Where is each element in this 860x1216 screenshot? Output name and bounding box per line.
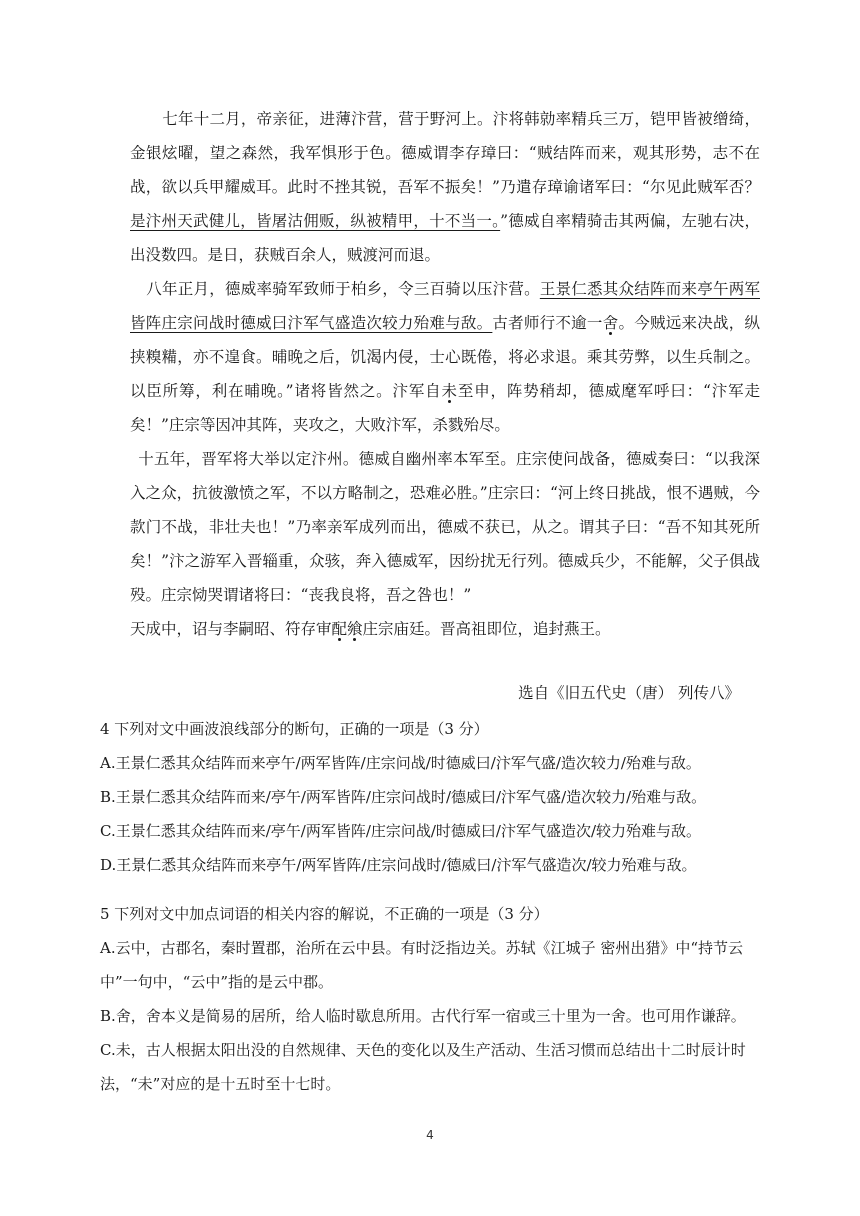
dotted-word-she: 舍 [602, 314, 619, 332]
p2-wavy-underlined-text: 王景仁悉其众结阵而来亭午两军皆阵庄宗问战时德威曰汴军气盛造次较力殆难与敌。 [130, 280, 760, 332]
question-5 [100, 897, 770, 1101]
passage-source: 选自《旧五代史（唐） 列传八》 [518, 684, 740, 702]
question-4-option-d: D.王景仁悉其众结阵而来亭午/两军皆阵/庄宗问战时/德威曰/汴军气盛造次/较力殆难与敌。 [100, 856, 697, 874]
p2-text-mid: 古者师行不逾一 [492, 314, 603, 332]
question-4-stem: 4 下列对文中画波浪线部分的断句，正确的一项是（3 分） [100, 720, 489, 738]
p1-text: 七年十二月，帝亲征，进薄汴营，营于野河上。汴将韩勍率精兵三万，铠甲皆被缯绮，金银炫曜，望之森然，我军惧形于色。德威谓李存璋曰：“贼结阵而来，观其形势，志不在战，欲以兵甲耀威耳。此时不挫其锐，吾军不振矣！”乃遣存璋谕诸军曰：“尔见此贼军否？ [130, 110, 760, 196]
dotted-word-xiang: 飨 [347, 620, 363, 638]
question-4-option-b: B.王景仁悉其众结阵而来/亭午/两军皆阵/庄宗问战时/德威曰/汴军气盛/造次较力/殆难与敌。 [100, 788, 707, 806]
passage-paragraph-3 [130, 442, 760, 612]
question-4-option-a: A.王景仁悉其众结阵而来亭午/两军皆阵/庄宗问战/时德威曰/汴军气盛/造次较力/殆难与敌。 [100, 754, 701, 772]
question-5-option-a: A.云中，古郡名，秦时置郡，治所在云中县。有时泛指边关。苏轼《江城子 密州出猎》中“持节云中”一句中，“云中”指的是云中郡。 [100, 939, 744, 991]
passage-paragraph-4 [130, 612, 760, 646]
passage-paragraph-2 [130, 272, 760, 442]
question-5-option-c: C.未，古人根据太阳出没的自然规律、天色的变化以及生产活动、生活习惯而总结出十二时辰计时法，“未”对应的是十五时至十七时。 [100, 1041, 746, 1093]
p3-text: 十五年，晋军将大举以定汴州。德威自幽州率本军至。庄宗使问战备，德威奏曰：“以我深入之众，抗彼激愤之军，不以方略制之，恐难必胜。”庄宗曰：“河上终日挑战，恨不遇贼，今款门不战，非壮夫也！”乃率亲军成列而出，德威不获已，从之。谓其子曰：“吾不知其死所矣！”汴之游军入晋辎重，众骇，奔入德威军，因纷扰无行列。德威兵少，不能解，父子俱战殁。庄宗恸哭谓诸将曰：“丧我良将，吾之咎也！” [130, 450, 760, 604]
question-5-option-b: B.舍，舍本义是简易的居所，给人临时歇息所用。古代行军一宿或三十里为一舍。也可用作谦辞。 [100, 1007, 746, 1025]
p2-text-end: 至申，阵势稍却，德威麾军呼曰：“汴军走矣！”庄宗等因冲其阵，夹攻之，大败汴军，杀戮殆尽。 [130, 382, 760, 434]
question-4-option-c: C.王景仁悉其众结阵而来/亭午/两军皆阵/庄宗问战/时德威曰/汴军气盛造次/较力殆难与敌。 [100, 822, 702, 840]
p2-text-mid2: 。今贼远来决战，纵挟糗糒，亦不遑食。晡晚之后，饥渴内侵，士心既倦，将必求退。乘其劳弊，以生兵制之。以臣所筹，利在晡晚。”诸将皆然之。汴军自 [130, 314, 760, 400]
page-number: 4 [426, 1128, 434, 1142]
p4-text-end: 庄宗庙廷。晋高祖即位，追封燕王。 [362, 620, 611, 638]
p1-text-end: ”德威自率精骑击其两偏，左驰右决，出没数四。是日，获贼百余人，贼渡河而退。 [130, 212, 760, 264]
dotted-word-wei: 未 [441, 382, 458, 400]
p4-text: 天成中，诏与李嗣昭、符存审 [130, 620, 332, 638]
p2-text: 八年正月，德威率骑军致师于柏乡，令三百骑以压汴营。 [146, 280, 540, 298]
passage-paragraph-1 [130, 102, 760, 272]
dotted-word-pei: 配 [331, 620, 348, 638]
question-5-stem: 5 下列对文中加点词语的相关内容的解说，不正确的一项是（3 分） [100, 905, 549, 923]
question-4 [100, 712, 770, 882]
p1-underlined-text: 是汴州天武健儿，皆屠沽佣贩，纵被精甲，十不当一。 [130, 212, 501, 230]
